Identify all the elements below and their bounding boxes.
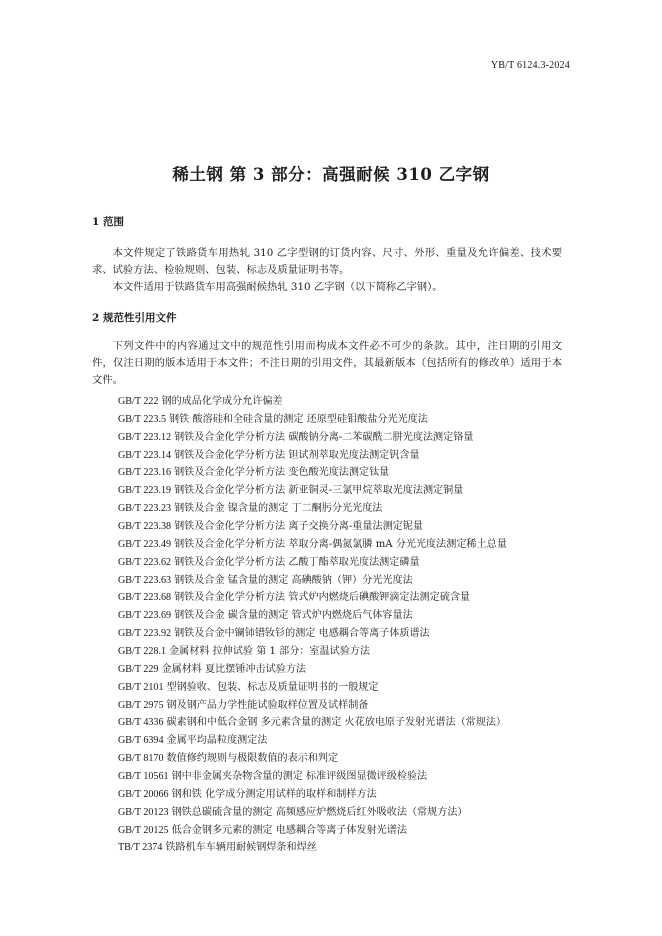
reference-item: [118, 536, 507, 554]
reference-item: [118, 768, 507, 786]
reference-title: 型钢验收、包装、标志及质量证明书的一般规定: [166, 681, 379, 693]
reference-title: 钢中非金属夹杂物含量的测定 标准评级图显微评级检验法: [171, 771, 428, 783]
reference-item: [118, 393, 507, 411]
reference-title: 金属材料 拉伸试验 第 1 部分：室温试验方法: [169, 646, 370, 658]
reference-item: [118, 786, 507, 804]
reference-title: 钢铁及合金 镍含量的测定 丁二酮肟分光光度法: [174, 503, 383, 515]
reference-code: GB/T 223.5: [118, 413, 167, 425]
reference-title: 钢铁及合金 锰含量的测定 高碘酸钠（钾）分光光度法: [174, 574, 413, 586]
section-heading-normative-references: 2 规范性引用文件: [92, 312, 177, 324]
reference-title: 钢铁及合金 碳含量的测定 管式炉内燃烧后气体容量法: [174, 610, 413, 622]
reference-item: [118, 697, 507, 715]
reference-title: 钢铁及合金化学分析方法 变色酸光度法测定钛量: [174, 467, 390, 479]
reference-item: [118, 447, 507, 465]
reference-title: 钢的成品化学成分允许偏差: [161, 396, 283, 407]
reference-item: [118, 625, 507, 643]
reference-title: 钢铁总碳硫含量的测定 高频感应炉燃烧后红外吸收法（常规方法）: [171, 806, 468, 818]
reference-code: GB/T 8170: [118, 753, 164, 765]
reference-item: [118, 804, 507, 822]
reference-code: GB/T 223.19: [118, 485, 172, 497]
reference-item: [118, 750, 507, 768]
reference-code: GB/T 223.23: [118, 503, 172, 515]
reference-title: 钢铁及合金化学分析方法 碳酸钠分离-二苯碳酰二肼光度法测定铬量: [174, 431, 474, 443]
reference-title: 金属材料 夏比摆锤冲击试验方法: [161, 663, 307, 675]
reference-item: [118, 679, 507, 697]
reference-title: 钢铁及合金化学分析方法 乙酸丁酯萃取光度法测定磷量: [174, 556, 420, 568]
reference-item: [118, 518, 507, 536]
reference-code: GB/T 228.1: [118, 646, 167, 658]
reference-title: 数值修约规则与极限数值的表示和判定: [166, 753, 339, 765]
reference-code: GB/T 10561: [118, 771, 169, 783]
reference-code: GB/T 20066: [118, 788, 169, 800]
reference-item: [118, 500, 507, 518]
reference-item: [118, 554, 507, 572]
reference-code: GB/T 20125: [118, 824, 169, 836]
section-heading-scope: 1 范围: [92, 216, 124, 228]
reference-title: 低合金钢多元素的测定 电感耦合等离子体发射光谱法: [171, 824, 407, 836]
reference-title: 钢和铁 化学成分测定用试样的取样和制样方法: [171, 788, 377, 800]
reference-code: GB/T 222: [118, 396, 159, 407]
reference-code: GB/T 223.49: [118, 538, 172, 550]
reference-code: GB/T 229: [118, 663, 159, 675]
reference-item: [118, 643, 507, 661]
reference-code: GB/T 223.92: [118, 628, 172, 640]
reference-title: 钢铁及合金化学分析方法 钽试剂萃取光度法测定钒含量: [174, 449, 420, 461]
reference-code: GB/T 223.68: [118, 592, 172, 604]
reference-code: GB/T 223.16: [118, 467, 172, 479]
reference-title: 钢铁及合金化学分析方法 离子交换分离-重量法测定铌量: [174, 521, 423, 533]
reference-title: 钢铁及合金化学分析方法 管式炉内燃烧后碘酸钾滴定法测定硫含量: [174, 592, 471, 604]
document-title: 稀土钢 第 3 部分：高强耐候 310 乙字钢: [172, 165, 490, 184]
reference-code: GB/T 4336: [118, 717, 164, 729]
references-intro-paragraph: 下列文件中的内容通过文中的规范性引用而构成本文件必不可少的条款。其中，注日期的引用文件，仅注日期的版本适用于本文件；不注日期的引用文件，其最新版本（包括所有的修改单）适用于本文件。: [92, 340, 562, 386]
reference-title: 钢铁及合金化学分析方法 萃取分离-偶氮氯膦 mA 分光光度法测定稀土总量: [174, 538, 507, 550]
reference-title: 碳素钢和中低合金钢 多元素含量的测定 火花放电原子发射光谱法（常规法）: [166, 717, 507, 729]
reference-code: GB/T 223.12: [118, 431, 172, 443]
scope-paragraph-1: 本文件规定了铁路货车用热轧 310 乙字型钢的订货内容、尺寸、外形、重量及允许偏差、技术要求、试验方法、检验规则、包装、标志及质量证明书等。: [92, 247, 562, 277]
reference-item: [118, 822, 507, 840]
reference-item: [118, 714, 507, 732]
reference-title: 铁路机车车辆用耐候钢焊条和焊丝: [165, 842, 317, 854]
reference-code: GB/T 223.38: [118, 521, 172, 533]
reference-title: 钢铁 酸溶硅和全硅含量的测定 还原型硅钼酸盐分光光度法: [169, 413, 428, 425]
reference-code: GB/T 223.63: [118, 574, 172, 586]
reference-item: [118, 572, 507, 590]
reference-code: GB/T 223.69: [118, 610, 172, 622]
standard-code: YB/T 6124.3-2024: [490, 60, 570, 71]
reference-code: GB/T 223.14: [118, 449, 172, 461]
reference-code: GB/T 20123: [118, 806, 169, 818]
reference-item: [118, 464, 507, 482]
reference-item: [118, 411, 507, 429]
reference-code: GB/T 2101: [118, 681, 164, 693]
reference-item: [118, 482, 507, 500]
reference-list: [118, 393, 507, 857]
reference-code: GB/T 2975: [118, 699, 164, 711]
reference-item: [118, 429, 507, 447]
reference-title: 钢及钢产品力学性能试验取样位置及试样制备: [166, 699, 369, 711]
reference-title: 钢铁及合金化学分析方法 新亚铜灵-三氯甲烷萃取光度法测定铜量: [174, 485, 464, 497]
reference-title: 钢铁及合金中镧铈镨钕钐的测定 电感耦合等离子体质谱法: [174, 628, 430, 640]
reference-item: [118, 839, 507, 857]
reference-item: [118, 732, 507, 750]
reference-title: 金属平均晶粒度测定法: [166, 735, 268, 747]
reference-code: GB/T 6394: [118, 735, 164, 747]
reference-code: TB/T 2374: [118, 842, 163, 854]
scope-paragraph-2: 本文件适用于铁路货车用高强耐候热轧 310 乙字钢（以下简称乙字钢）。: [112, 281, 443, 293]
reference-item: [118, 661, 507, 679]
reference-item: [118, 607, 507, 625]
reference-item: [118, 589, 507, 607]
reference-code: GB/T 223.62: [118, 556, 172, 568]
